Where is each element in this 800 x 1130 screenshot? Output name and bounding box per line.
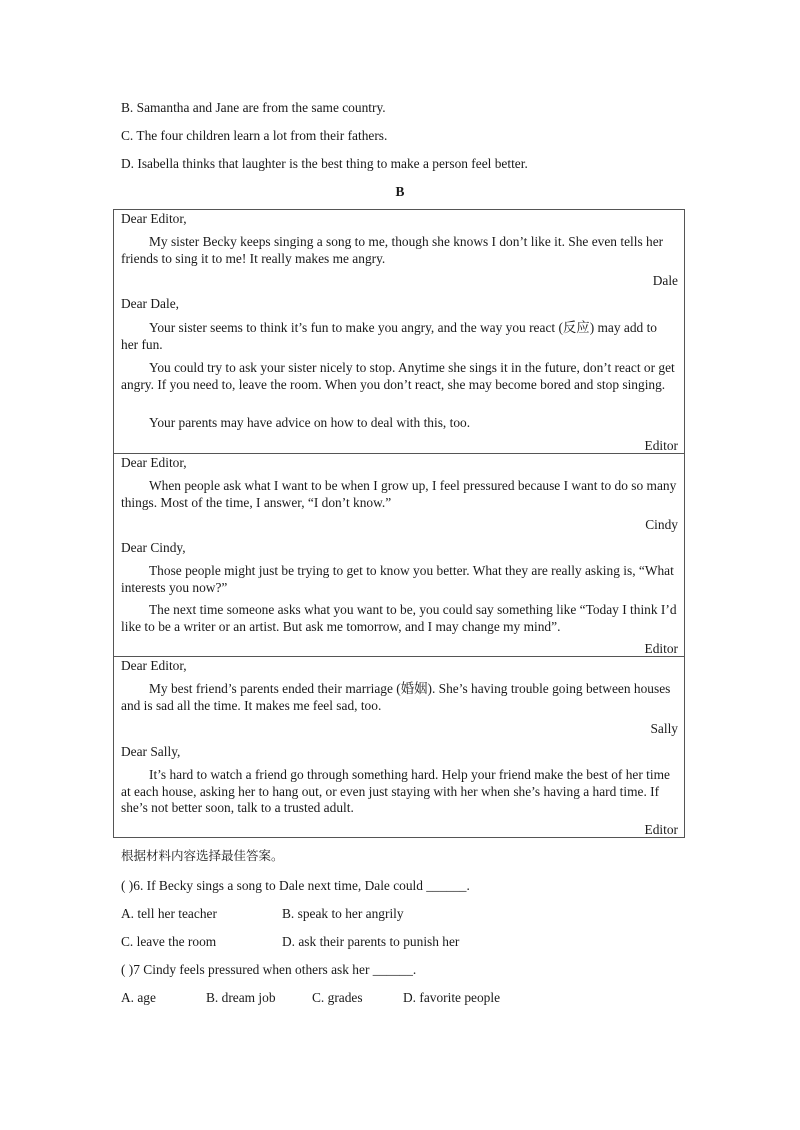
question-6-option-d: D. ask their parents to punish her [282, 934, 460, 949]
reply-paragraph: It’s hard to watch a friend go through something hard. Help your friend make the best of her time at each house, asking her to hang out, or even just staying with her when she’s having a hard time. If she’s not better soon, talk to a trusted adult. [121, 767, 670, 815]
question-7-option-d: D. favorite people [403, 990, 501, 1005]
reply-greeting: Dear Sally, [121, 744, 181, 759]
prev-option-d: D. Isabella thinks that laughter is the best thing to make a person feel better. [121, 156, 528, 171]
letter-greeting: Dear Editor, [121, 211, 187, 226]
question-7-option-a: A. age [121, 990, 156, 1005]
letter-body: My best friend’s parents ended their marriage (婚姻). She’s having trouble going between houses and is sad all the time. It makes me feel sad, too. [121, 681, 671, 713]
letter-box-cindy [113, 453, 685, 657]
question-6-option-b: B. speak to her angrily [282, 906, 404, 921]
reply-greeting: Dear Dale, [121, 296, 179, 311]
reply-signature: Editor [644, 438, 678, 453]
reply-paragraph: You could try to ask your sister nicely to stop. Anytime she sings it in the future, don’t react or get angry. If you need to, leave the room. When you don’t react, she may become bored and stop singing. [121, 360, 675, 392]
letter-signature: Sally [650, 721, 678, 736]
question-7-option-b: B. dream job [206, 990, 276, 1005]
reply-paragraph: Those people might just be trying to get to know you better. What they are really asking is, “What interests you now?” [121, 563, 674, 595]
question-7-option-c: C. grades [312, 990, 363, 1005]
section-label: B [395, 184, 405, 199]
question-6-option-a: A. tell her teacher [121, 906, 217, 921]
question-6-option-c: C. leave the room [121, 934, 217, 949]
prev-option-c: C. The four children learn a lot from their fathers. [121, 128, 388, 143]
prev-option-b: B. Samantha and Jane are from the same country. [121, 100, 386, 115]
letter-greeting: Dear Editor, [121, 658, 187, 673]
reply-paragraph: Your sister seems to think it’s fun to make you angry, and the way you react (反应) may add to her fun. [121, 320, 658, 352]
letter-box-sally [113, 656, 685, 838]
reply-signature: Editor [644, 641, 678, 656]
letter-box-dale [113, 209, 685, 454]
letter-signature: Cindy [645, 517, 678, 532]
instruction-text: 根据材料内容选择最佳答案。 [121, 848, 284, 863]
reply-paragraph: Your parents may have advice on how to deal with this, too. [149, 415, 471, 430]
letter-body: When people ask what I want to be when I grow up, I feel pressured because I want to do so many things. Most of the time, I answer, “I don’t know.” [121, 478, 677, 510]
letter-body: My sister Becky keeps singing a song to me, though she knows I don’t like it. She even tells her friends to sing it to me! It really makes me angry. [121, 234, 664, 266]
question-7-stem: ( )7 Cindy feels pressured when others ask her ______. [121, 962, 417, 977]
letter-signature: Dale [652, 273, 678, 288]
reply-signature: Editor [644, 822, 678, 837]
reply-greeting: Dear Cindy, [121, 540, 186, 555]
reply-paragraph: The next time someone asks what you want to be, you could say something like “Today I think I’d like to be a writer or an artist. But ask me tomorrow, and I may change my mind”. [121, 602, 677, 634]
question-6-stem: ( )6. If Becky sings a song to Dale next time, Dale could ______. [121, 878, 470, 893]
letter-greeting: Dear Editor, [121, 455, 187, 470]
